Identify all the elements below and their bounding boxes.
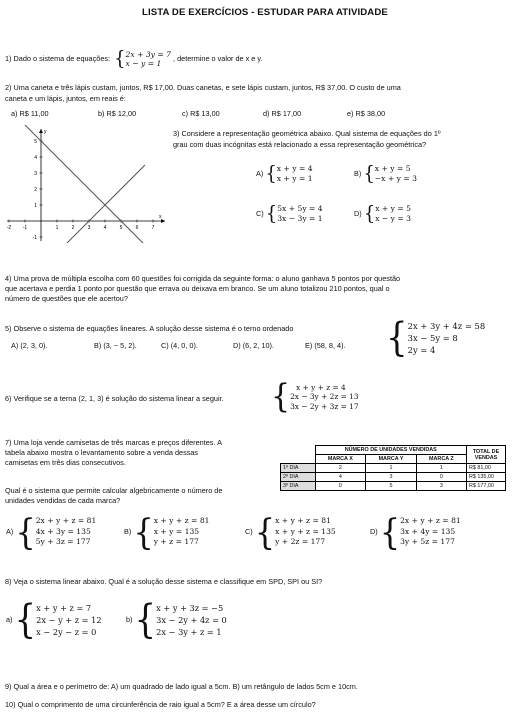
q6-system: { x + y + z = 4 2x − 3y + 2z = 13 3x − 2y + 3z = 17	[271, 377, 359, 416]
table-row: 2º DIA 4 3 0 R$ 135,00	[281, 473, 506, 482]
question-1: 1) Dado o sistema de equações: { 2x + 3y = 7 x − y = 1 , determine o valor de x e y.	[5, 46, 263, 70]
q7-option-b: B) { x + y + z = 81 x + y = 135 y + z = 177	[124, 511, 210, 553]
table-row: 1º DIA 2 1 1 R$ 81,00	[281, 464, 506, 473]
question-9: 9) Qual a área e o perímetro de: A) um quadrado de lado igual a 5cm. B) um retângulo de lados 5cm e 10cm.	[5, 682, 358, 691]
q3-graph	[3, 125, 171, 243]
q5-option-c: C) (4, 0, 0).	[161, 341, 198, 350]
q5-system: { 2x + 3y + 4z = 58 3x − 5y = 8 2y = 4	[386, 315, 486, 361]
y-tick-label: 1	[34, 202, 37, 209]
q2-option-e: e) R$ 38,00	[347, 109, 386, 118]
x-tick-label: -2	[6, 225, 12, 231]
q5-option-d: D) (6, 2, 10).	[233, 341, 274, 350]
q8-system-a: a) { x + y + z = 7 2x − y + z = 12 x − 2y − z = 0	[6, 597, 102, 643]
q2-option-a: a) R$ 11,00	[11, 109, 49, 118]
y-axis-arrow	[39, 129, 43, 133]
x-axis-label: x	[159, 214, 162, 220]
graph-line	[41, 165, 145, 243]
question-7-line-3: camisetas em três dias consecutivos.	[5, 458, 126, 467]
question-2-line-1: 2) Uma caneta e três lápis custam, juntos, R$ 17,00. Duas canetas, e sete lápis custam, juntos, R$ 37,00. O custo de uma	[5, 83, 401, 92]
q7-option-c: C) { x + y + z = 81 x + y + z = 135 y + 2z = 177	[245, 511, 336, 553]
question-2-line-2: caneta e um lápis, juntos, em reais é:	[5, 94, 126, 103]
question-5: 5) Observe o sistema de equações lineares. A solução desse sistema é o terno ordenado	[5, 324, 294, 333]
question-7-line-1: 7) Uma loja vende camisetas de três marcas e preços diferentes. A	[5, 438, 222, 447]
q5-option-e: E) (58, 8, 4).	[305, 341, 346, 350]
x-tick-label: 6	[135, 225, 139, 231]
q1-system: { 2x + 3y = 7 x − y = 1	[114, 46, 171, 70]
q5-option-a: A) (2, 3, 0).	[11, 341, 48, 350]
x-axis-arrow	[161, 219, 165, 223]
table-row: 3º DIA 0 5 3 R$ 177,00	[281, 482, 506, 491]
q8-system-b: b) { x + y + 3z = −5 3x − 2y + 4z = 0 2x − 3y + z = 1	[126, 597, 227, 643]
question-4-line-3: número de questões que ele acertou?	[5, 294, 128, 303]
x-tick-label: 2	[71, 225, 75, 231]
q7-option-a: A) { 2x + y + z = 81 4x + 3y = 135 5y + 3z = 177	[6, 511, 97, 553]
graph-line	[6, 125, 153, 243]
q3-option-a: A) { x + y = 4 x + y = 1	[256, 161, 313, 185]
x-tick-label: 1	[55, 225, 59, 231]
q2-option-d: d) R$ 17,00	[263, 109, 302, 118]
question-10: 10) Qual o comprimento de uma circunferência de raio igual a 5cm? E a área desse um círculo?	[5, 700, 316, 709]
y-tick-label: 5	[34, 138, 37, 145]
q5-option-b: B) (3, − 5, 2).	[94, 341, 137, 350]
question-7-line-2: tabela abaixo mostra o levantamento sobre a venda dessas	[5, 448, 199, 457]
sales-table: NÚMERO DE UNIDADES VENDIDAS TOTAL DE VENDAS MARCA X MARCA Y MARCA Z 1º DIA 2 1 1 R$ 81,00 2º DIA 4 3 0 R$ 135,00 3º DIA 0 5 3 R$ 177,00	[280, 445, 506, 491]
page-title: LISTA DE EXERCÍCIOS - ESTUDAR PARA ATIVIDADE	[142, 7, 388, 18]
question-7-line-4: Qual é o sistema que permite calcular algebricamente o número de	[5, 486, 223, 495]
q2-option-c: c) R$ 13,00	[182, 109, 220, 118]
x-tick-label: 4	[103, 225, 107, 231]
question-6: 6) Verifique se a terna (2, 1, 3) é solução do sistema linear a seguir.	[5, 394, 224, 403]
question-7-line-5: unidades vendidas de cada marca?	[5, 496, 121, 505]
table-header-total: TOTAL DE VENDAS	[467, 446, 506, 464]
y-tick-label: 2	[34, 186, 37, 193]
x-tick-label: 7	[151, 225, 155, 231]
question-8: 8) Veja o sistema linear abaixo. Qual é a solução desse sistema e classifique em SPD, SPI ou SI?	[5, 577, 323, 586]
q3-option-d: D) { x + y = 5 x − y = 3	[354, 201, 411, 225]
question-4-line-1: 4) Uma prova de múltipla escolha com 60 questões foi corrigida da seguinte forma: o aluno ganhava 5 pontos por questão	[5, 274, 401, 283]
table-header-units: NÚMERO DE UNIDADES VENDIDAS	[315, 446, 467, 455]
q7-option-d: D) { 2x + y + z = 81 3x + 4y = 135 3y + 5z = 177	[370, 511, 461, 553]
q2-option-b: b) R$ 12,00	[98, 109, 137, 118]
question-3-line-2: grau com duas incógnitas está relacionado a essa representação geométrica?	[173, 140, 427, 149]
question-4-line-2: que acertava e perdia 1 ponto por questão que errava ou deixava em branco. Se um aluno totalizou 210 pontos, qual o	[5, 284, 390, 293]
x-tick-label: -1	[22, 225, 28, 231]
y-tick-label: 4	[34, 154, 37, 161]
y-axis-label: y	[44, 129, 47, 135]
q3-option-c: C) { 5x + 5y = 4 3x − 3y = 1	[256, 201, 323, 225]
x-tick-label: 3	[87, 225, 91, 231]
q3-option-b: B) { x + y = 5 −x + y = 3	[354, 161, 417, 185]
question-3-line-1: 3) Considere a representação geométrica abaixo. Qual sistema de equações do 1º	[173, 129, 441, 138]
y-tick-label: -1	[32, 234, 37, 241]
x-tick-label: 5	[119, 225, 123, 231]
y-tick-label: 3	[34, 170, 37, 177]
